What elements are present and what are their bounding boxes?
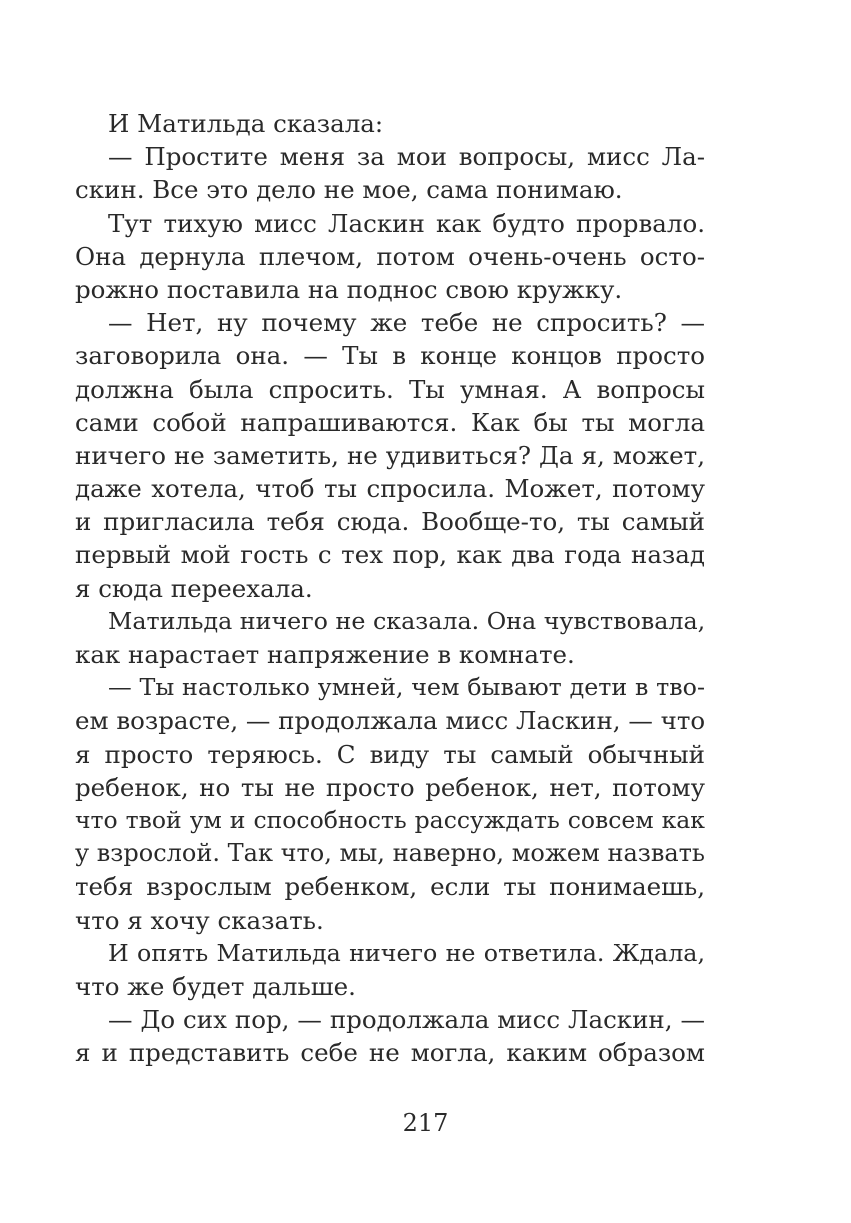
text-line: Матильда ничего не сказала. Она чувствовала, <box>108 606 706 635</box>
text-line: я и представить себе не могла, каким образом <box>75 1038 705 1068</box>
text-line: — Нет, ну почему же тебе не спросить? — <box>108 308 705 338</box>
text-line: сами собой напрашиваются. Как бы ты могла <box>75 407 705 437</box>
text-line: у взрослой. Так что, мы, наверно, можем назвать <box>75 839 705 868</box>
text-line: ребенок, но ты не просто ребенок, нет, потому <box>75 772 705 802</box>
text-line: рожно поставила на поднос свою кружку. <box>75 274 623 304</box>
text-line: — До сих пор, — продолжала мисс Ласкин, — <box>108 1005 705 1035</box>
text-line: Тут тихую мисс Ласкин как будто прорвало. <box>108 208 705 238</box>
text-line: я просто теряюсь. С виду ты самый обычный <box>75 739 705 769</box>
text-line: ем возрасте, — продолжала мисс Ласкин, — что <box>75 706 706 736</box>
text-line: что твой ум и способность рассуждать совсем как <box>75 805 705 834</box>
page-text <box>75 107 705 1069</box>
text-line: скин. Все это дело не мое, сама понимаю. <box>75 175 623 205</box>
text-line: что я хочу сказать. <box>75 905 324 935</box>
text-line: — Ты настолько умней, чем бывают дети в тво- <box>108 673 705 702</box>
text-line: — Простите меня за мои вопросы, мисс Ла- <box>108 142 705 172</box>
text-line: даже хотела, чтоб ты спросила. Может, потому <box>75 474 705 504</box>
text-line: как нарастает напряжение в комнате. <box>75 640 575 669</box>
text-line: я сюда переехала. <box>75 573 313 603</box>
text-line: Она дернула плечом, потом очень-очень осто- <box>75 241 705 271</box>
text-line: И опять Матильда ничего не ответила. Ждала, <box>108 938 705 967</box>
text-line: что же будет дальше. <box>75 971 356 1001</box>
text-line: первый мой гость с тех пор, как два года назад <box>75 540 705 570</box>
text-line: тебя взрослым ребенком, если ты понимаешь, <box>75 872 705 902</box>
text-line: ничего не заметить, не удивиться? Да я, может, <box>75 440 705 470</box>
text-line: заговорила она. — Ты в конце концов просто <box>75 341 705 371</box>
text-line: должна была спросить. Ты умная. А вопросы <box>75 374 705 404</box>
page-number: 217 <box>402 1109 449 1137</box>
text-line: и пригласила тебя сюда. Вообще-то, ты самый <box>75 507 705 537</box>
text-line: И Матильда сказала: <box>108 109 384 138</box>
